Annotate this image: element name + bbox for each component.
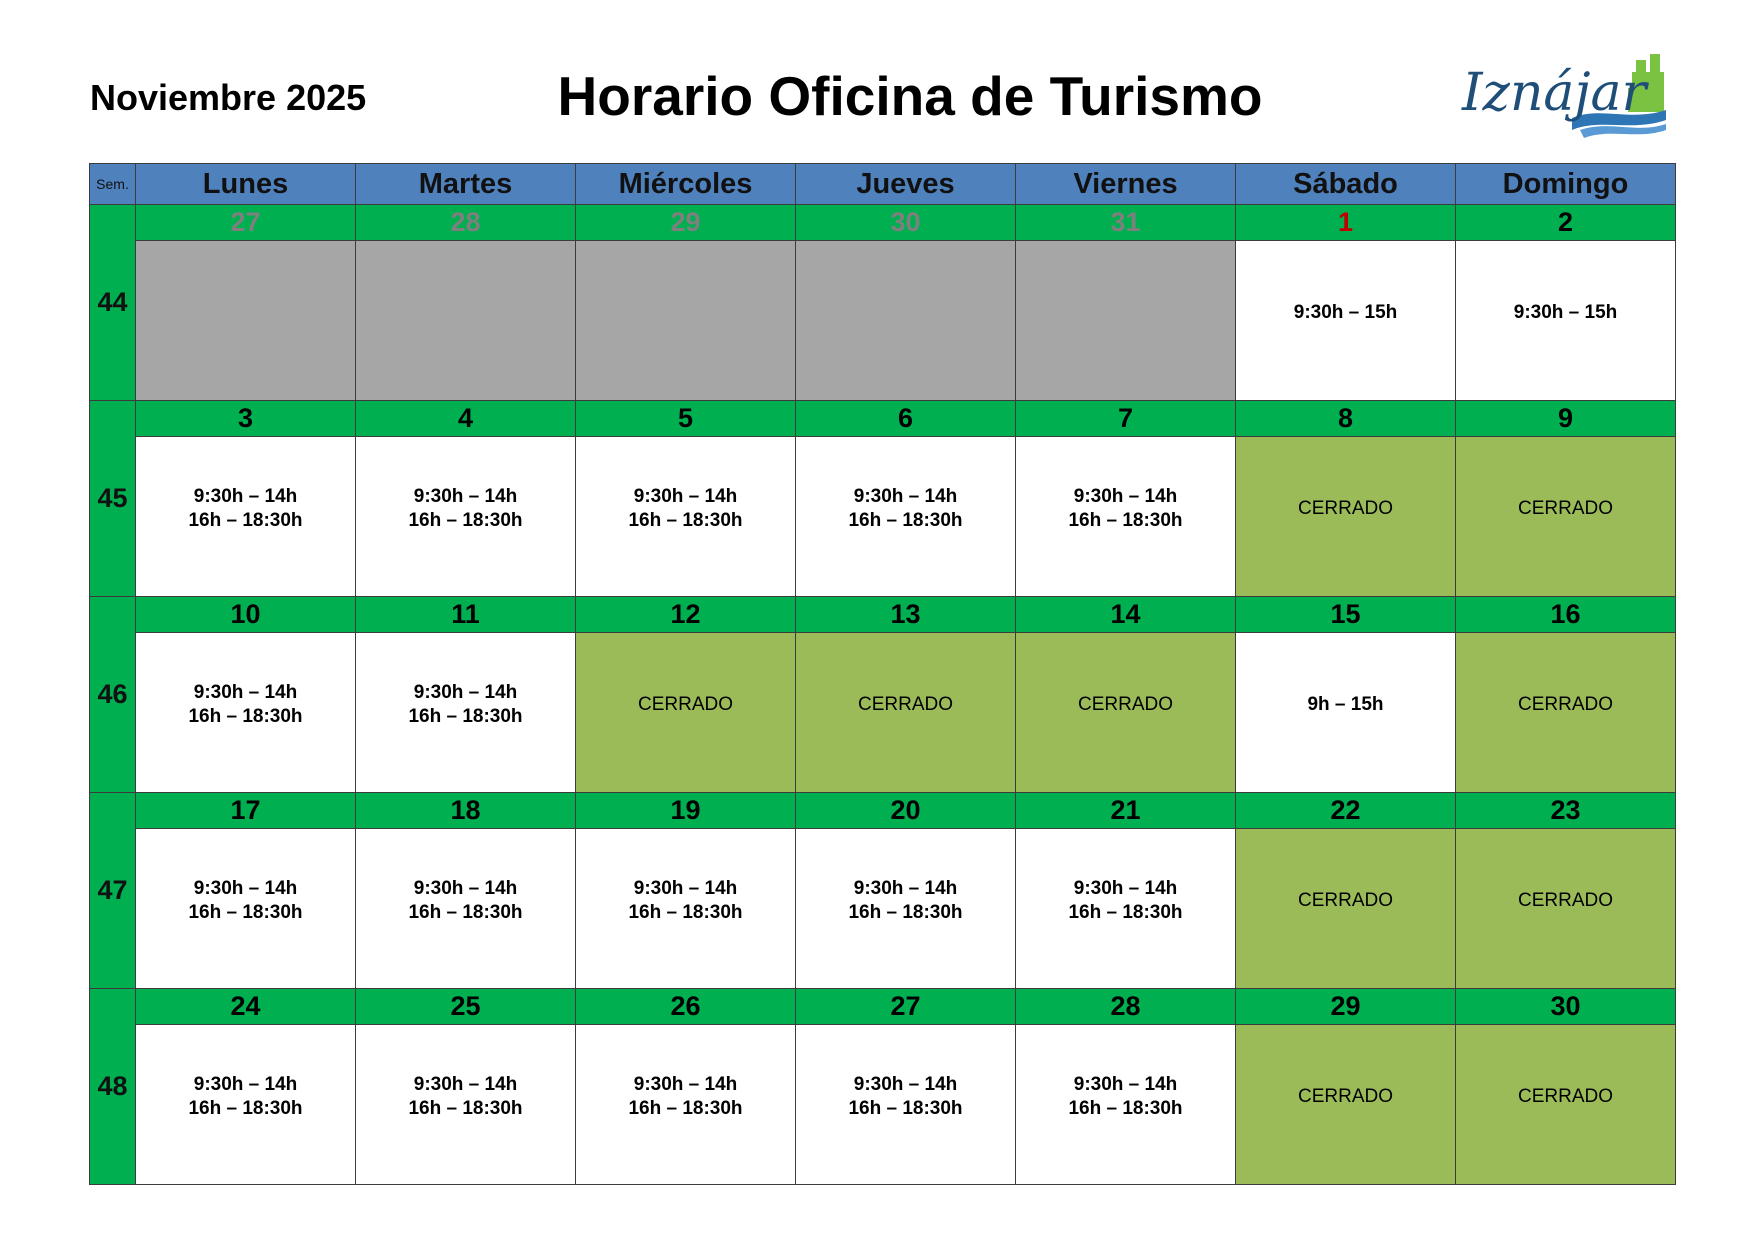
svg-text:Iznájar: Iznájar <box>1462 63 1647 123</box>
opening-hours-cell <box>576 437 796 597</box>
hours-text: 9:30h – 14h 16h – 18:30h <box>188 486 303 531</box>
hours-text: CERRADO <box>1297 498 1393 519</box>
day-number: 3 <box>136 401 356 437</box>
opening-hours-cell <box>136 437 356 597</box>
opening-hours-cell <box>576 829 796 989</box>
hours-text: CERRADO <box>1517 498 1613 519</box>
iznajar-logo <box>1460 48 1672 138</box>
day-number: 4 <box>356 401 576 437</box>
day-number: 19 <box>576 793 796 829</box>
weekday-header: Jueves <box>796 164 1016 205</box>
month-label: Noviembre 2025 <box>90 77 367 118</box>
day-number: 23 <box>1456 793 1676 829</box>
closed-day-cell <box>796 633 1016 793</box>
day-number: 27 <box>796 989 1016 1025</box>
outside-month-cell <box>136 241 356 401</box>
hours-text: 9:30h – 14h 16h – 18:30h <box>628 1074 743 1119</box>
hours-text: 9:30h – 15h <box>1293 302 1398 323</box>
day-number: 20 <box>796 793 1016 829</box>
day-number-row <box>90 597 1676 633</box>
hours-text: 9:30h – 14h 16h – 18:30h <box>188 1074 303 1119</box>
hours-text: CERRADO <box>1517 1086 1613 1107</box>
day-number: 14 <box>1016 597 1236 633</box>
day-number: 24 <box>136 989 356 1025</box>
outside-month-cell <box>1016 241 1236 401</box>
day-number: 17 <box>136 793 356 829</box>
day-number: 2 <box>1456 205 1676 241</box>
opening-hours-cell <box>1456 241 1676 401</box>
hours-text: 9:30h – 14h 16h – 18:30h <box>628 878 743 923</box>
day-number: 29 <box>1236 989 1456 1025</box>
week-number: 45 <box>90 401 136 597</box>
opening-hours-cell <box>1016 1025 1236 1185</box>
opening-hours-cell <box>356 437 576 597</box>
opening-hours-cell <box>1016 829 1236 989</box>
page-title: Horario Oficina de Turismo <box>557 65 1263 127</box>
week-number: 46 <box>90 597 136 793</box>
day-number: 9 <box>1456 401 1676 437</box>
hours-text: 9:30h – 14h 16h – 18:30h <box>408 682 523 727</box>
day-number: 30 <box>796 205 1016 241</box>
day-number: 15 <box>1236 597 1456 633</box>
hours-text: 9:30h – 14h 16h – 18:30h <box>1068 878 1183 923</box>
closed-day-cell <box>1236 437 1456 597</box>
day-number-row <box>90 401 1676 437</box>
day-number-row <box>90 793 1676 829</box>
opening-hours-cell <box>356 633 576 793</box>
hours-text: 9:30h – 14h 16h – 18:30h <box>408 1074 523 1119</box>
opening-hours-cell <box>356 1025 576 1185</box>
hours-text: 9:30h – 14h 16h – 18:30h <box>1068 486 1183 531</box>
opening-hours-cell <box>796 1025 1016 1185</box>
day-number: 16 <box>1456 597 1676 633</box>
hours-row <box>90 437 1676 597</box>
opening-hours-cell <box>576 1025 796 1185</box>
hours-text: 9:30h – 14h 16h – 18:30h <box>848 1074 963 1119</box>
day-number: 6 <box>796 401 1016 437</box>
hours-text: 9:30h – 14h 16h – 18:30h <box>1068 1074 1183 1119</box>
closed-day-cell <box>1016 633 1236 793</box>
hours-row <box>90 241 1676 401</box>
day-number: 11 <box>356 597 576 633</box>
closed-day-cell <box>1236 1025 1456 1185</box>
week-column-header: Sem. <box>90 164 136 205</box>
hours-text: 9:30h – 14h 16h – 18:30h <box>628 486 743 531</box>
hours-text: CERRADO <box>1517 694 1613 715</box>
closed-day-cell <box>1456 1025 1676 1185</box>
day-number: 5 <box>576 401 796 437</box>
day-number: 28 <box>356 205 576 241</box>
day-number: 28 <box>1016 989 1236 1025</box>
hours-row <box>90 633 1676 793</box>
hours-text: 9:30h – 14h 16h – 18:30h <box>188 682 303 727</box>
day-number: 7 <box>1016 401 1236 437</box>
schedule-calendar <box>89 163 1675 1185</box>
day-number: 10 <box>136 597 356 633</box>
hours-row <box>90 1025 1676 1185</box>
day-number: 8 <box>1236 401 1456 437</box>
opening-hours-cell <box>796 829 1016 989</box>
opening-hours-cell <box>356 829 576 989</box>
outside-month-cell <box>356 241 576 401</box>
hours-text: CERRADO <box>637 694 733 715</box>
hours-text: 9:30h – 14h 16h – 18:30h <box>408 486 523 531</box>
weekday-header: Sábado <box>1236 164 1456 205</box>
day-number: 22 <box>1236 793 1456 829</box>
hours-text: 9:30h – 14h 16h – 18:30h <box>188 878 303 923</box>
day-number: 27 <box>136 205 356 241</box>
day-number: 13 <box>796 597 1016 633</box>
hours-text: 9h – 15h <box>1307 694 1384 715</box>
weekday-header: Lunes <box>136 164 356 205</box>
hours-text: 9:30h – 14h 16h – 18:30h <box>848 486 963 531</box>
hours-text: CERRADO <box>1297 890 1393 911</box>
closed-day-cell <box>1456 633 1676 793</box>
opening-hours-cell <box>136 829 356 989</box>
week-number: 44 <box>90 205 136 401</box>
hours-text: 9:30h – 14h 16h – 18:30h <box>848 878 963 923</box>
outside-month-cell <box>576 241 796 401</box>
day-number: 21 <box>1016 793 1236 829</box>
closed-day-cell <box>1456 437 1676 597</box>
day-number-row <box>90 989 1676 1025</box>
weekday-header: Miércoles <box>576 164 796 205</box>
day-number: 31 <box>1016 205 1236 241</box>
day-number: 29 <box>576 205 796 241</box>
opening-hours-cell <box>136 633 356 793</box>
hours-text: CERRADO <box>1077 694 1173 715</box>
closed-day-cell <box>576 633 796 793</box>
hours-row <box>90 829 1676 989</box>
hours-text: 9:30h – 14h 16h – 18:30h <box>408 878 523 923</box>
week-number: 47 <box>90 793 136 989</box>
day-number: 1 <box>1236 205 1456 241</box>
weekday-header: Viernes <box>1016 164 1236 205</box>
day-number: 30 <box>1456 989 1676 1025</box>
hours-text: CERRADO <box>857 694 953 715</box>
opening-hours-cell <box>796 437 1016 597</box>
day-number: 25 <box>356 989 576 1025</box>
weekday-header: Domingo <box>1456 164 1676 205</box>
outside-month-cell <box>796 241 1016 401</box>
closed-day-cell <box>1456 829 1676 989</box>
opening-hours-cell <box>1016 437 1236 597</box>
hours-text: CERRADO <box>1517 890 1613 911</box>
day-number: 26 <box>576 989 796 1025</box>
opening-hours-cell <box>1236 633 1456 793</box>
day-number-row <box>90 205 1676 241</box>
day-number: 12 <box>576 597 796 633</box>
opening-hours-cell <box>136 1025 356 1185</box>
weekday-header: Martes <box>356 164 576 205</box>
day-number: 18 <box>356 793 576 829</box>
weekday-header-row <box>90 164 1676 205</box>
hours-text: CERRADO <box>1297 1086 1393 1107</box>
closed-day-cell <box>1236 829 1456 989</box>
hours-text: 9:30h – 15h <box>1513 302 1618 323</box>
opening-hours-cell <box>1236 241 1456 401</box>
week-number: 48 <box>90 989 136 1185</box>
